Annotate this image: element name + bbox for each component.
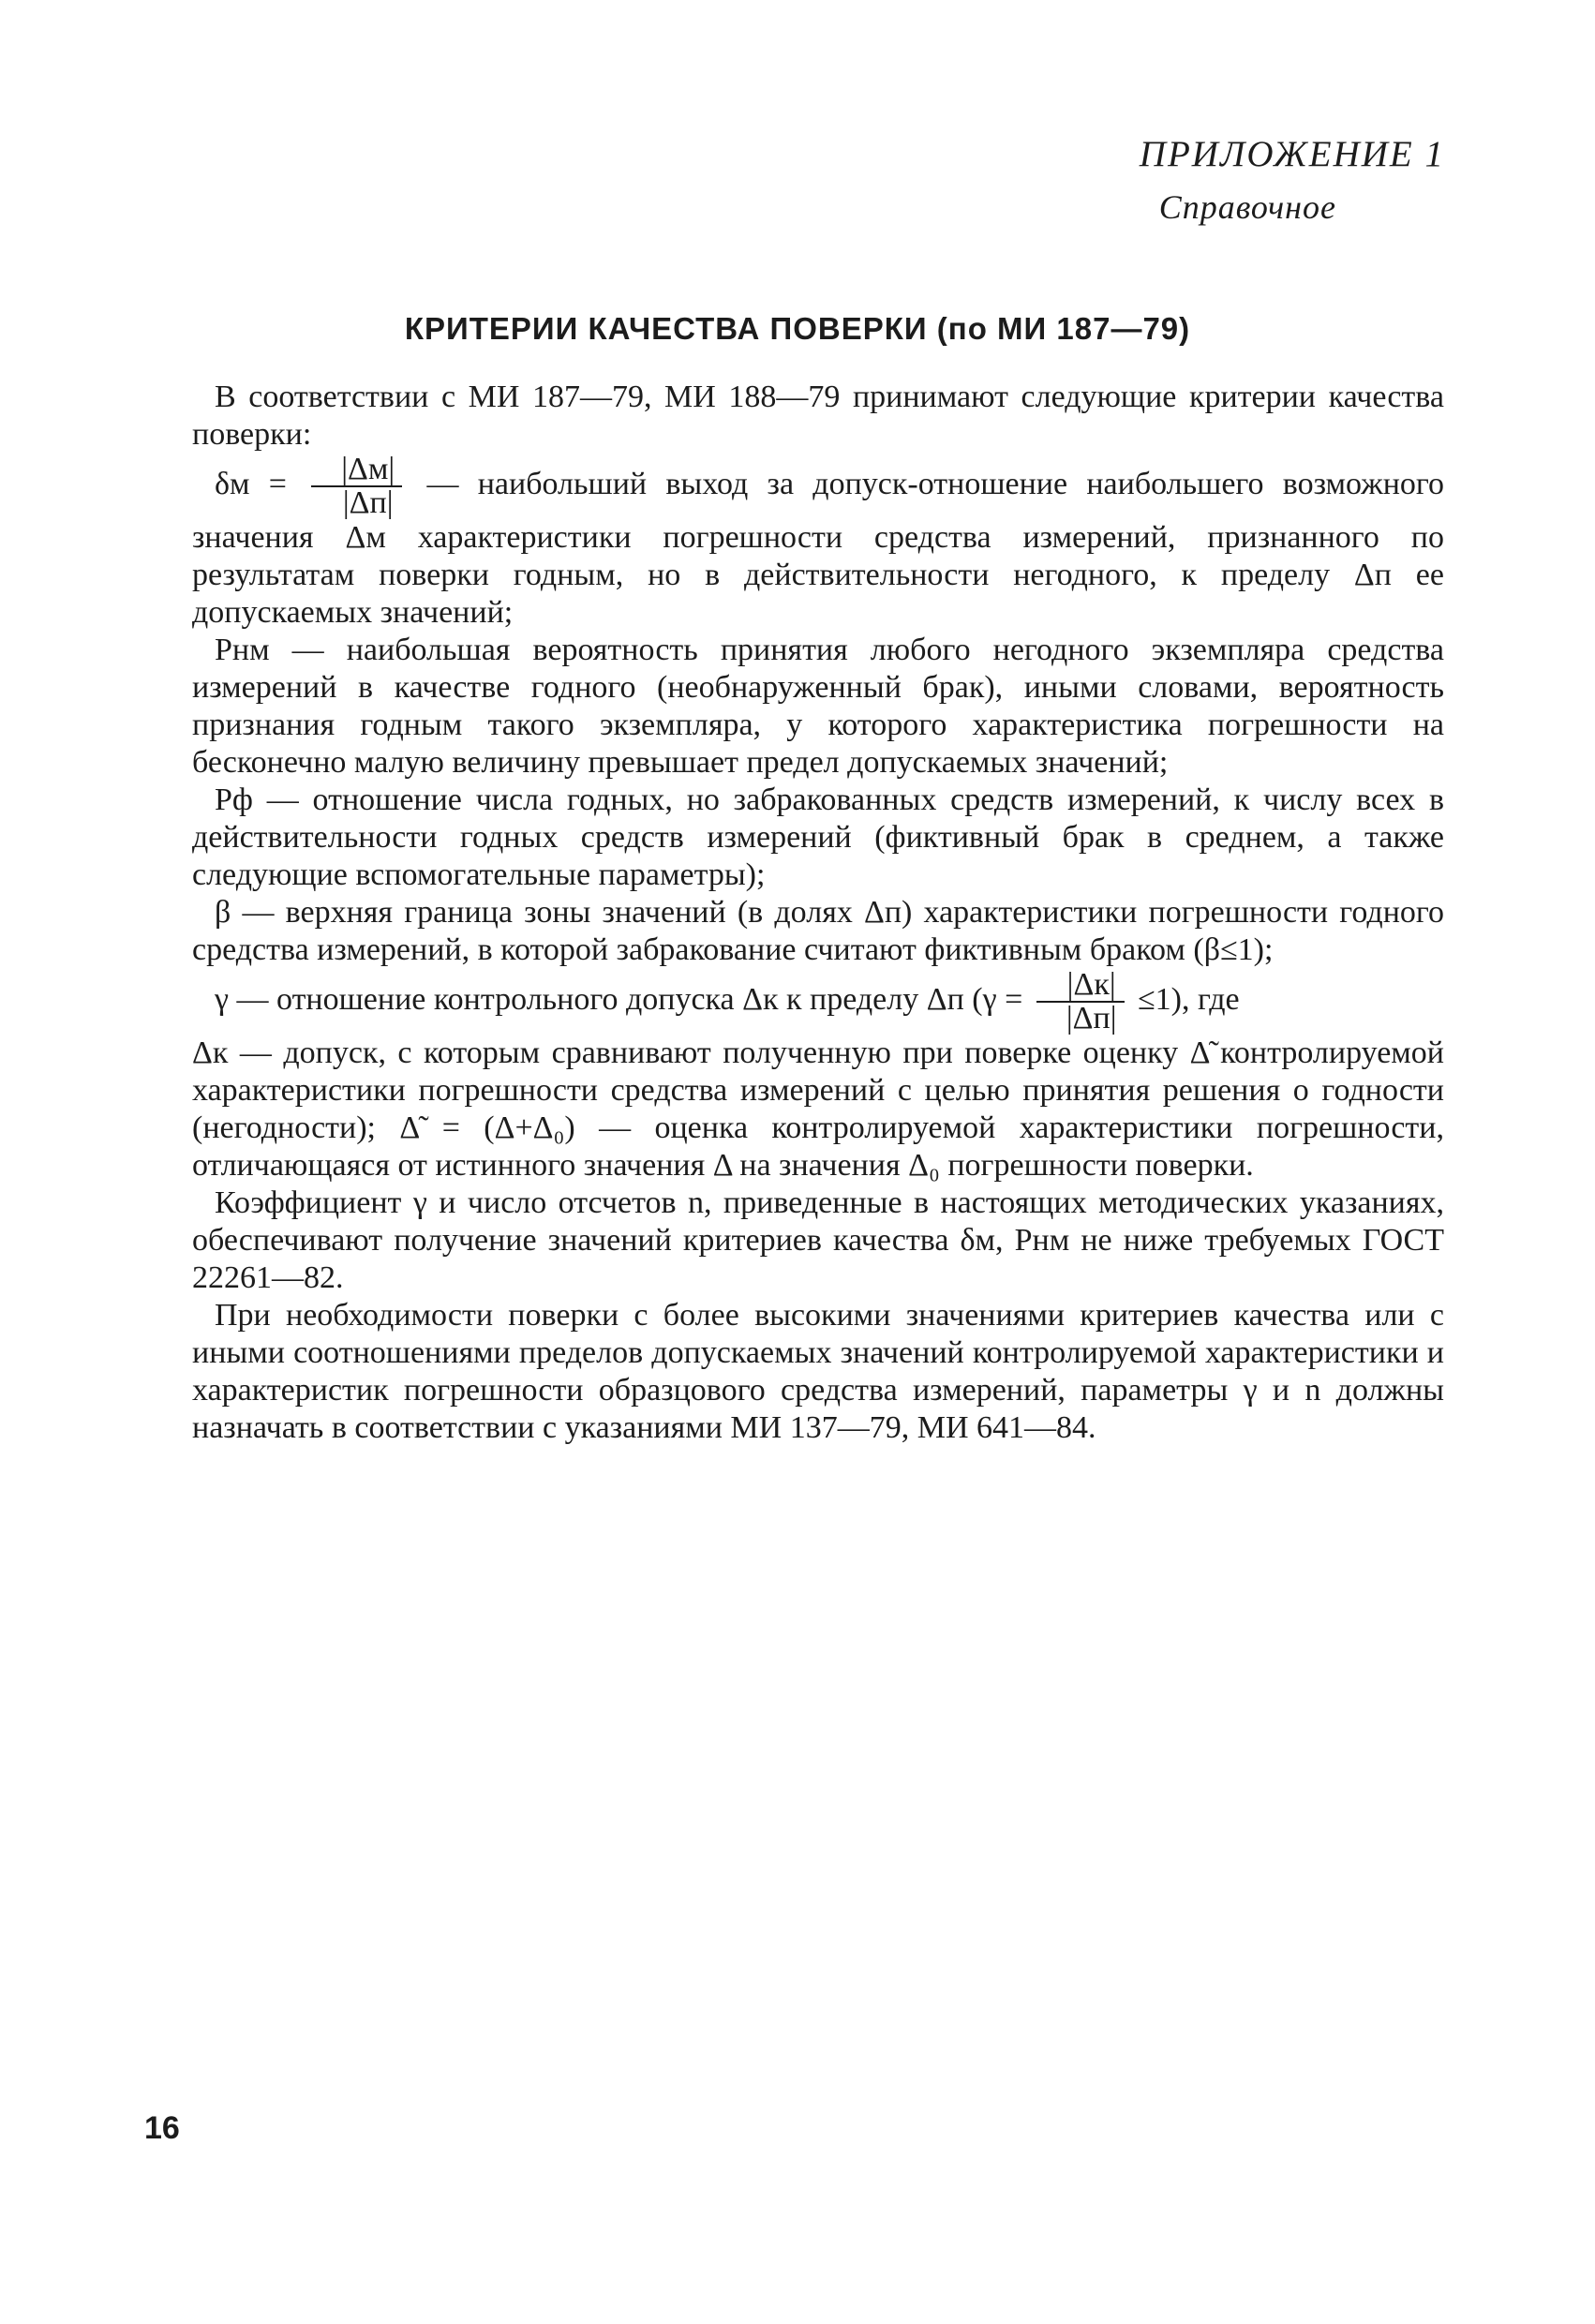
gamma-paragraph <box>192 969 1444 1035</box>
gamma-denominator: |Δп| <box>1066 1001 1117 1035</box>
delta-m-fraction <box>311 454 402 519</box>
section-title: КРИТЕРИИ КАЧЕСТВА ПОВЕРКИ (по МИ 187—79) <box>404 311 1191 346</box>
delta-k-paragraph: Δк — допуск, с которым сравнивают полученную при поверке оценку Δ̃ контролируемой характеристики погрешности средства измерений с целью принятия решения о годности (негодности); Δ̃ = (Δ+Δ₀) — оценка контролируемой характеристики погрешности, отличающаяся от истинного значения Δ на значения Δ₀ погрешности поверки. <box>192 1035 1444 1183</box>
gamma-after: ≤1), где <box>1129 981 1240 1017</box>
final-paragraph: При необходимости поверки с более высокими значениями критериев качества или с иными соотношениями пределов допускаемых значений контролируемой характеристики и характеристик погрешности образцового средства измерений, параметры γ и n должны назначать в соответствии с указаниями МИ 137—79, МИ 641—84. <box>192 1298 1444 1445</box>
gamma-numerator: |Δк| <box>1036 969 1125 1003</box>
delta-m-denominator: |Δп| <box>342 485 394 520</box>
p-f-paragraph: Рф — отношение числа годных, но забракованных средств измерений, к числу всех в действительности годных средств измерений (фиктивный брак в среднем, а также следующие вспомогательные параметры); <box>192 782 1444 892</box>
delta-m-numerator: |Δм| <box>311 454 402 487</box>
appendix-label: ПРИЛОЖЕНИЕ 1 <box>1139 134 1445 174</box>
gamma-fraction <box>1036 969 1125 1035</box>
delta-m-definition: — наибольший выход за допуск-отношение наибольшего возможного значения Δм характеристики погрешности средства измерений, признанного по результатам поверки годным, но в действительности негодного, к пределу Δп ее допускаемых значений; <box>192 466 1444 630</box>
gamma-before: γ — отношение контрольного допуска Δк к пределу Δп (γ = <box>215 981 1031 1017</box>
intro-paragraph: В соответствии с МИ 187—79, МИ 188—79 принимают следующие критерии качества поверки: <box>192 380 1444 452</box>
page-number: 16 <box>144 2110 180 2146</box>
delta-m-lhs: δм = <box>215 466 306 501</box>
coefficient-paragraph: Коэффициент γ и число отсчетов n, приведенные в настоящих методических указаниях, обеспечивают получение значений критериев качества δм, Рнм не ниже требуемых ГОСТ 22261—82. <box>192 1185 1444 1295</box>
delta-m-paragraph <box>192 454 1444 632</box>
body-text <box>192 379 1444 1447</box>
beta-paragraph: β — верхняя граница зоны значений (в долях Δп) характеристики погрешности годного средства измерений, в которой забракование считают фиктивным браком (β≤1); <box>192 895 1444 967</box>
p-nm-paragraph: Рнм — наибольшая вероятность принятия любого негодного экземпляра средства измерений в качестве годного (необнаруженный брак), иными словами, вероятность признания годным такого экземпляра, у которого характеристика погрешности на бесконечно малую величину превышает предел допускаемых значений; <box>192 633 1444 780</box>
appendix-note: Справочное <box>1158 188 1336 226</box>
